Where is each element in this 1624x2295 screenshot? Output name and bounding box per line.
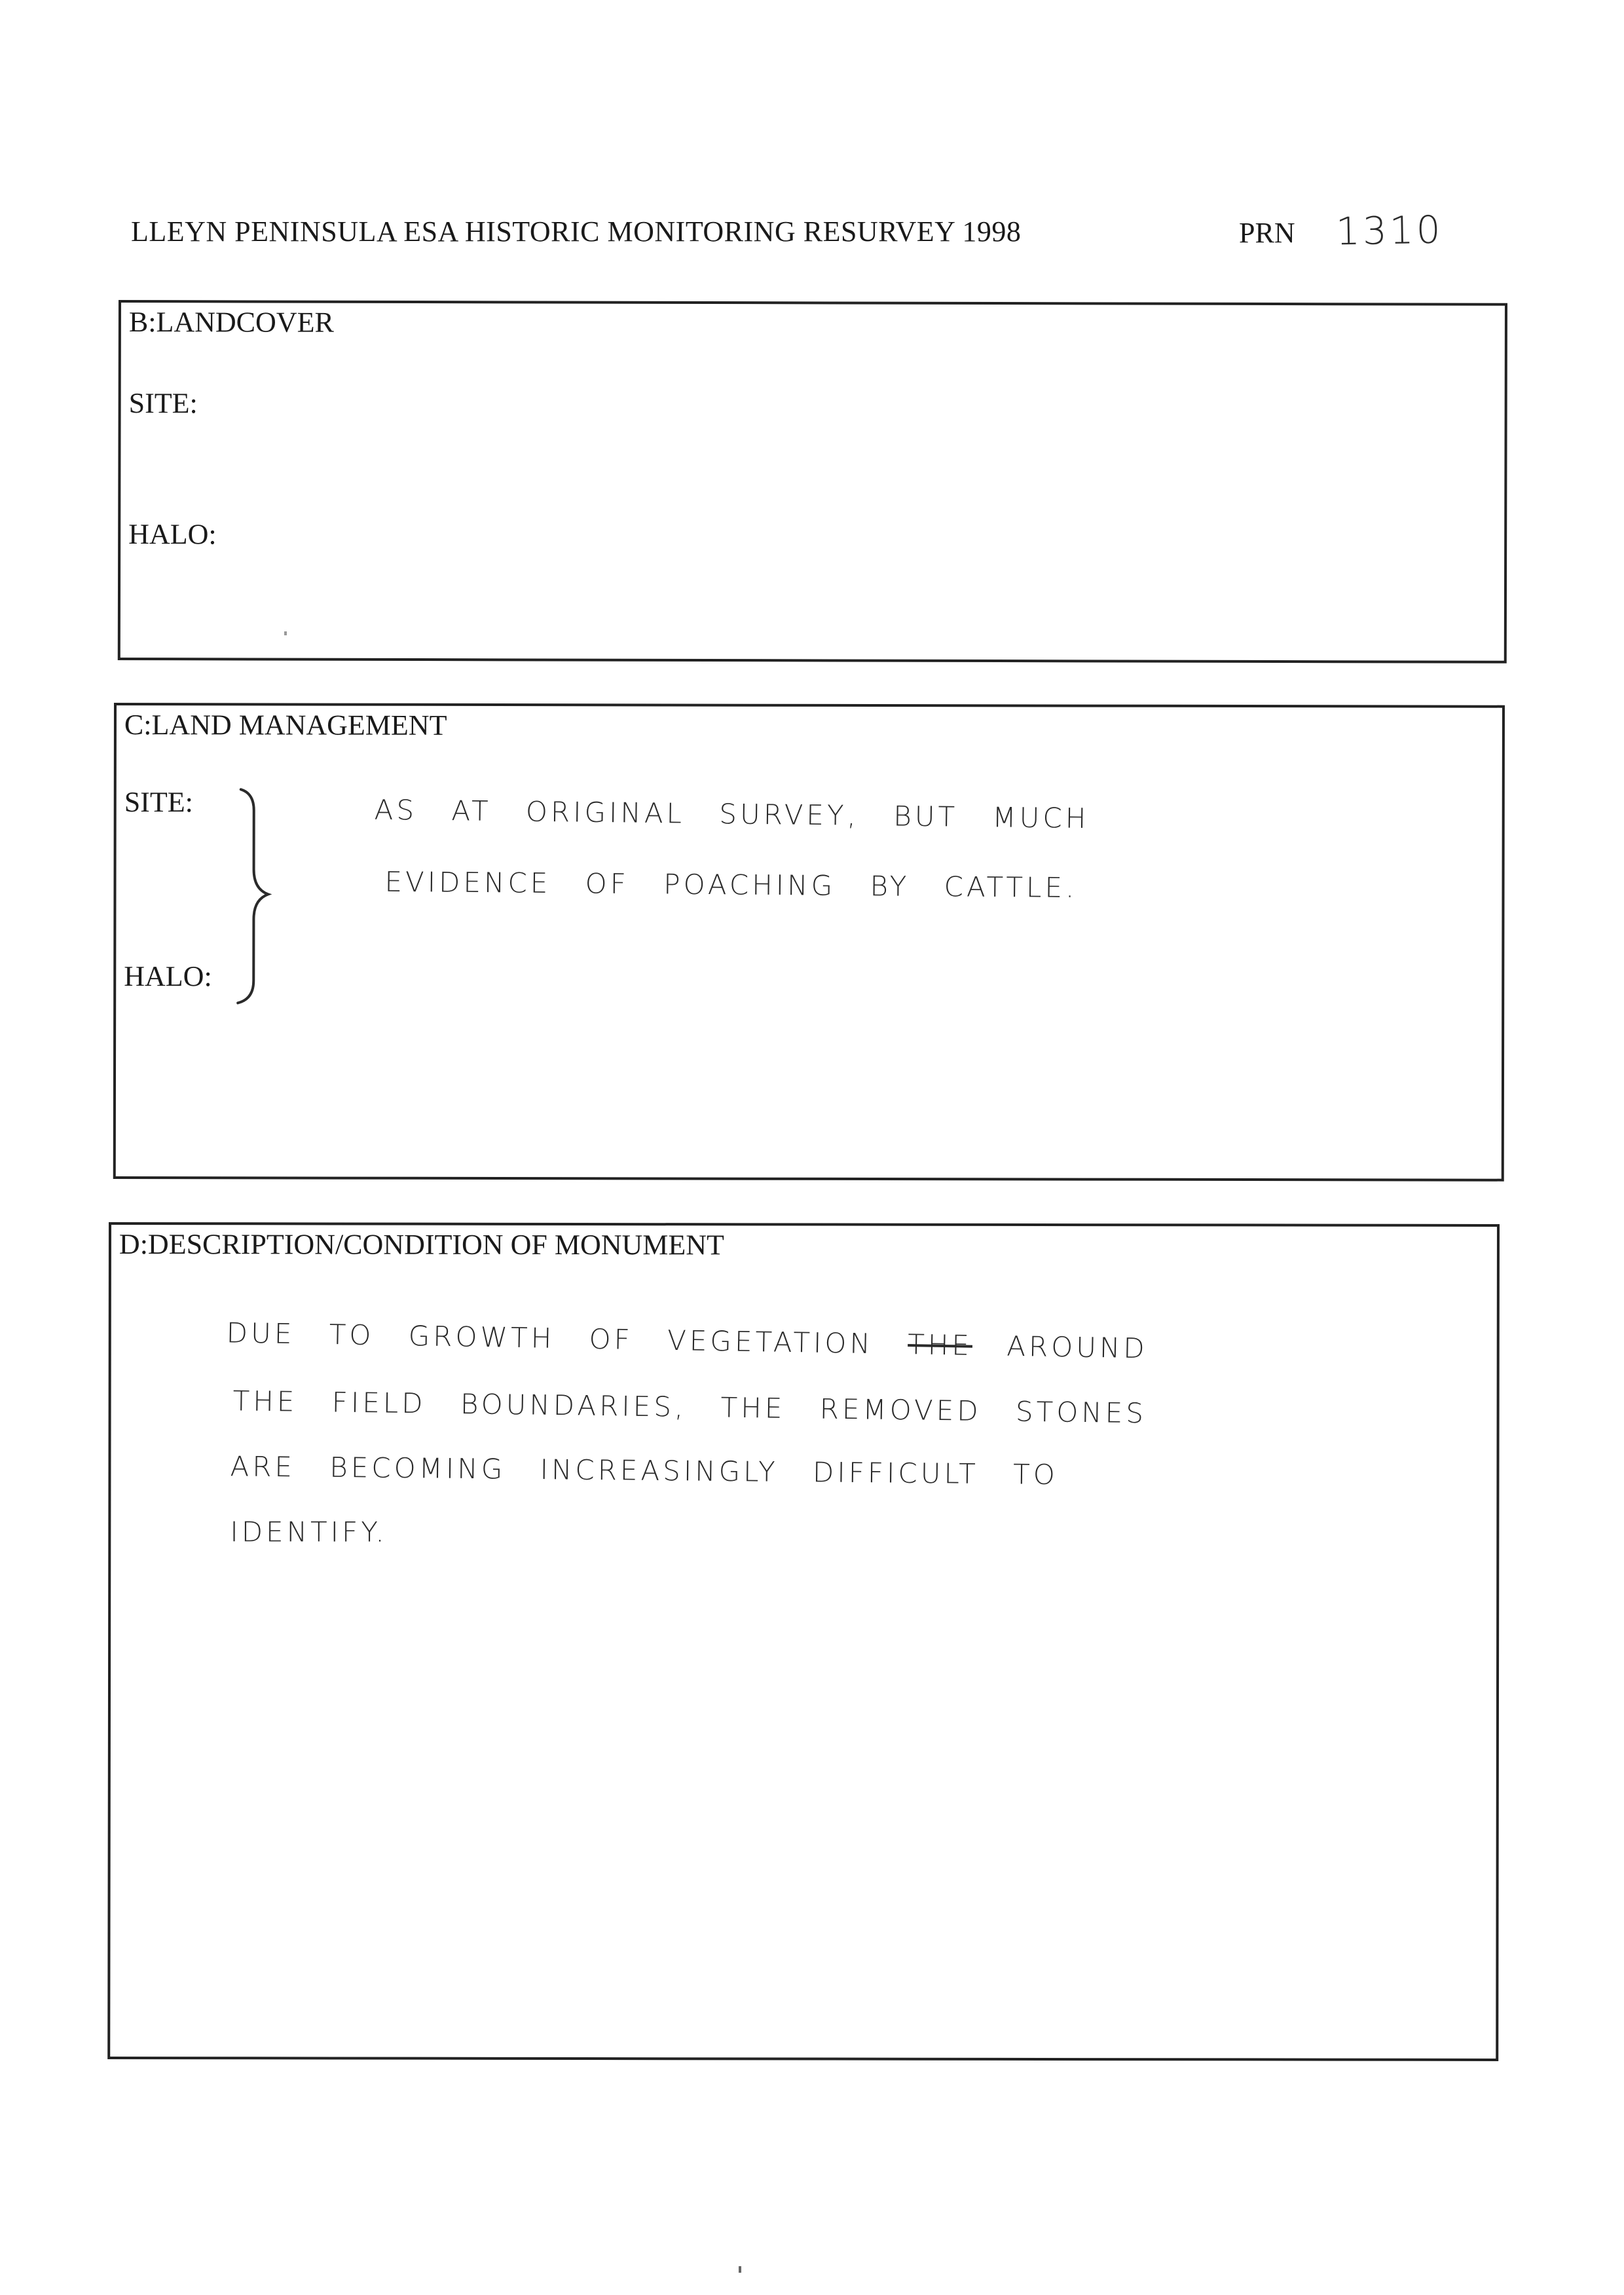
section-description-title: D:DESCRIPTION/CONDITION OF MONUMENT bbox=[119, 1228, 724, 1261]
description-note-line bbox=[226, 1316, 1148, 1364]
land-management-site-label: SITE: bbox=[124, 786, 193, 819]
section-land-management bbox=[113, 703, 1505, 1182]
struck-out-word: THE bbox=[907, 1328, 973, 1362]
section-landcover bbox=[118, 300, 1507, 663]
landcover-site-label: SITE: bbox=[128, 387, 198, 420]
stray-mark bbox=[739, 2266, 741, 2273]
description-note-line: IDENTIFY. bbox=[230, 1516, 388, 1548]
curly-brace-icon bbox=[234, 784, 274, 1007]
description-note-line: ARE BECOMING INCREASINGLY DIFFICULT TO bbox=[230, 1450, 1059, 1491]
land-management-halo-label: HALO: bbox=[124, 960, 212, 993]
section-description-condition bbox=[107, 1222, 1500, 2061]
description-note-text: DUE TO GROWTH OF VEGETATION bbox=[226, 1316, 908, 1361]
section-land-management-title: C:LAND MANAGEMENT bbox=[124, 709, 447, 741]
section-landcover-title: B:LANDCOVER bbox=[128, 306, 334, 339]
landcover-halo-label: HALO: bbox=[128, 518, 217, 551]
prn-value: 1310 bbox=[1335, 207, 1444, 254]
land-management-note-line: EVIDENCE OF POACHING BY CATTLE. bbox=[384, 865, 1078, 904]
land-management-note-line: AS AT ORIGINAL SURVEY, BUT MUCH bbox=[374, 793, 1090, 835]
form-title: LLEYN PENINSULA ESA HISTORIC MONITORING RESURVEY 1998 bbox=[131, 215, 1022, 248]
stray-mark bbox=[284, 631, 287, 635]
description-note-text: AROUND bbox=[972, 1329, 1149, 1365]
prn-label: PRN bbox=[1239, 217, 1295, 249]
description-note-line: THE FIELD BOUNDARIES, THE REMOVED STONES bbox=[232, 1385, 1147, 1430]
